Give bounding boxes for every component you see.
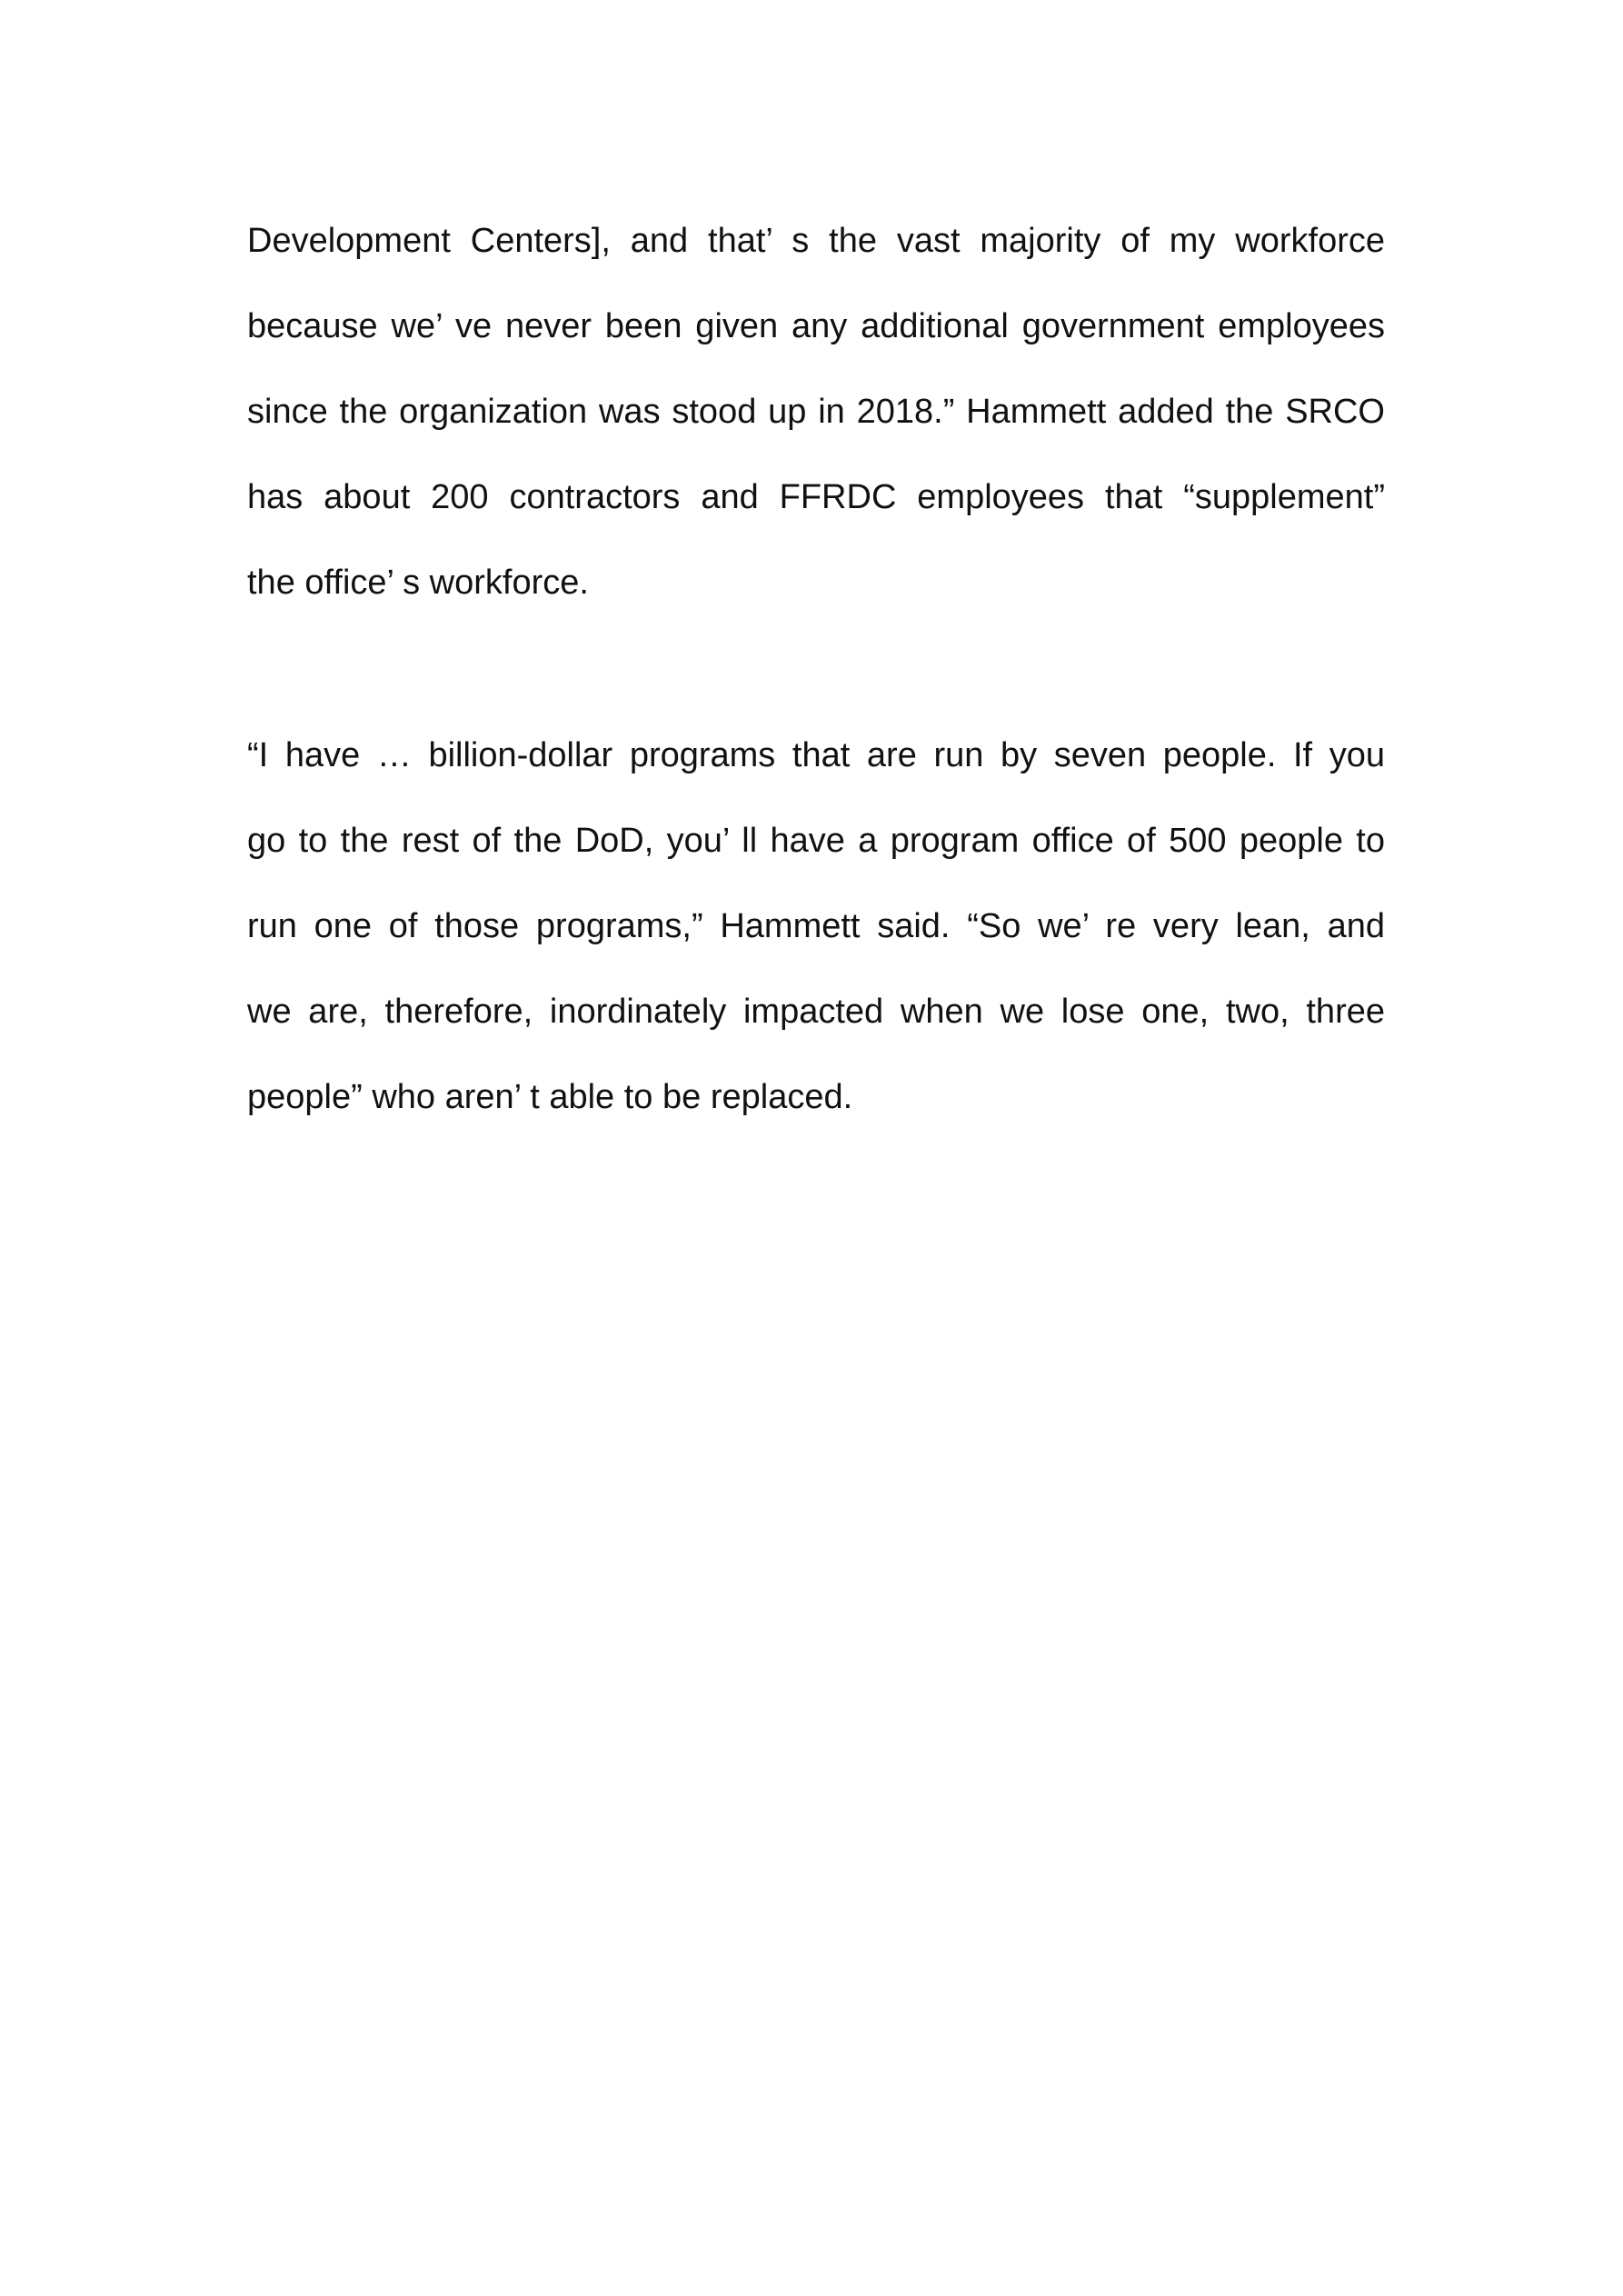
- paragraph-line: Development Centers], and that’ s the vast majority of my workforce: [247, 222, 1385, 260]
- paragraph-line: has about 200 contractors and FFRDC employees that “supplement”: [247, 478, 1385, 516]
- paragraph-line: “I have … billion-dollar programs that are run by seven people. If you: [247, 736, 1385, 774]
- paragraph-line: the office’ s workforce.: [247, 564, 589, 602]
- paragraph-line: run one of those programs,” Hammett said. “So we’ re very lean, and: [247, 907, 1385, 945]
- paragraph-line: because we’ ve never been given any additional government employees: [247, 307, 1385, 345]
- paragraph-line: people” who aren’ t able to be replaced.: [247, 1078, 853, 1116]
- paragraph-line: since the organization was stood up in 2018.” Hammett added the SRCO: [247, 393, 1385, 431]
- paragraph-workforce: [247, 198, 1385, 625]
- paragraph-quote: [247, 713, 1385, 1140]
- paragraph-line: go to the rest of the DoD, you’ ll have a program office of 500 people to: [247, 822, 1385, 860]
- paragraph-line: we are, therefore, inordinately impacted when we lose one, two, three: [247, 993, 1385, 1031]
